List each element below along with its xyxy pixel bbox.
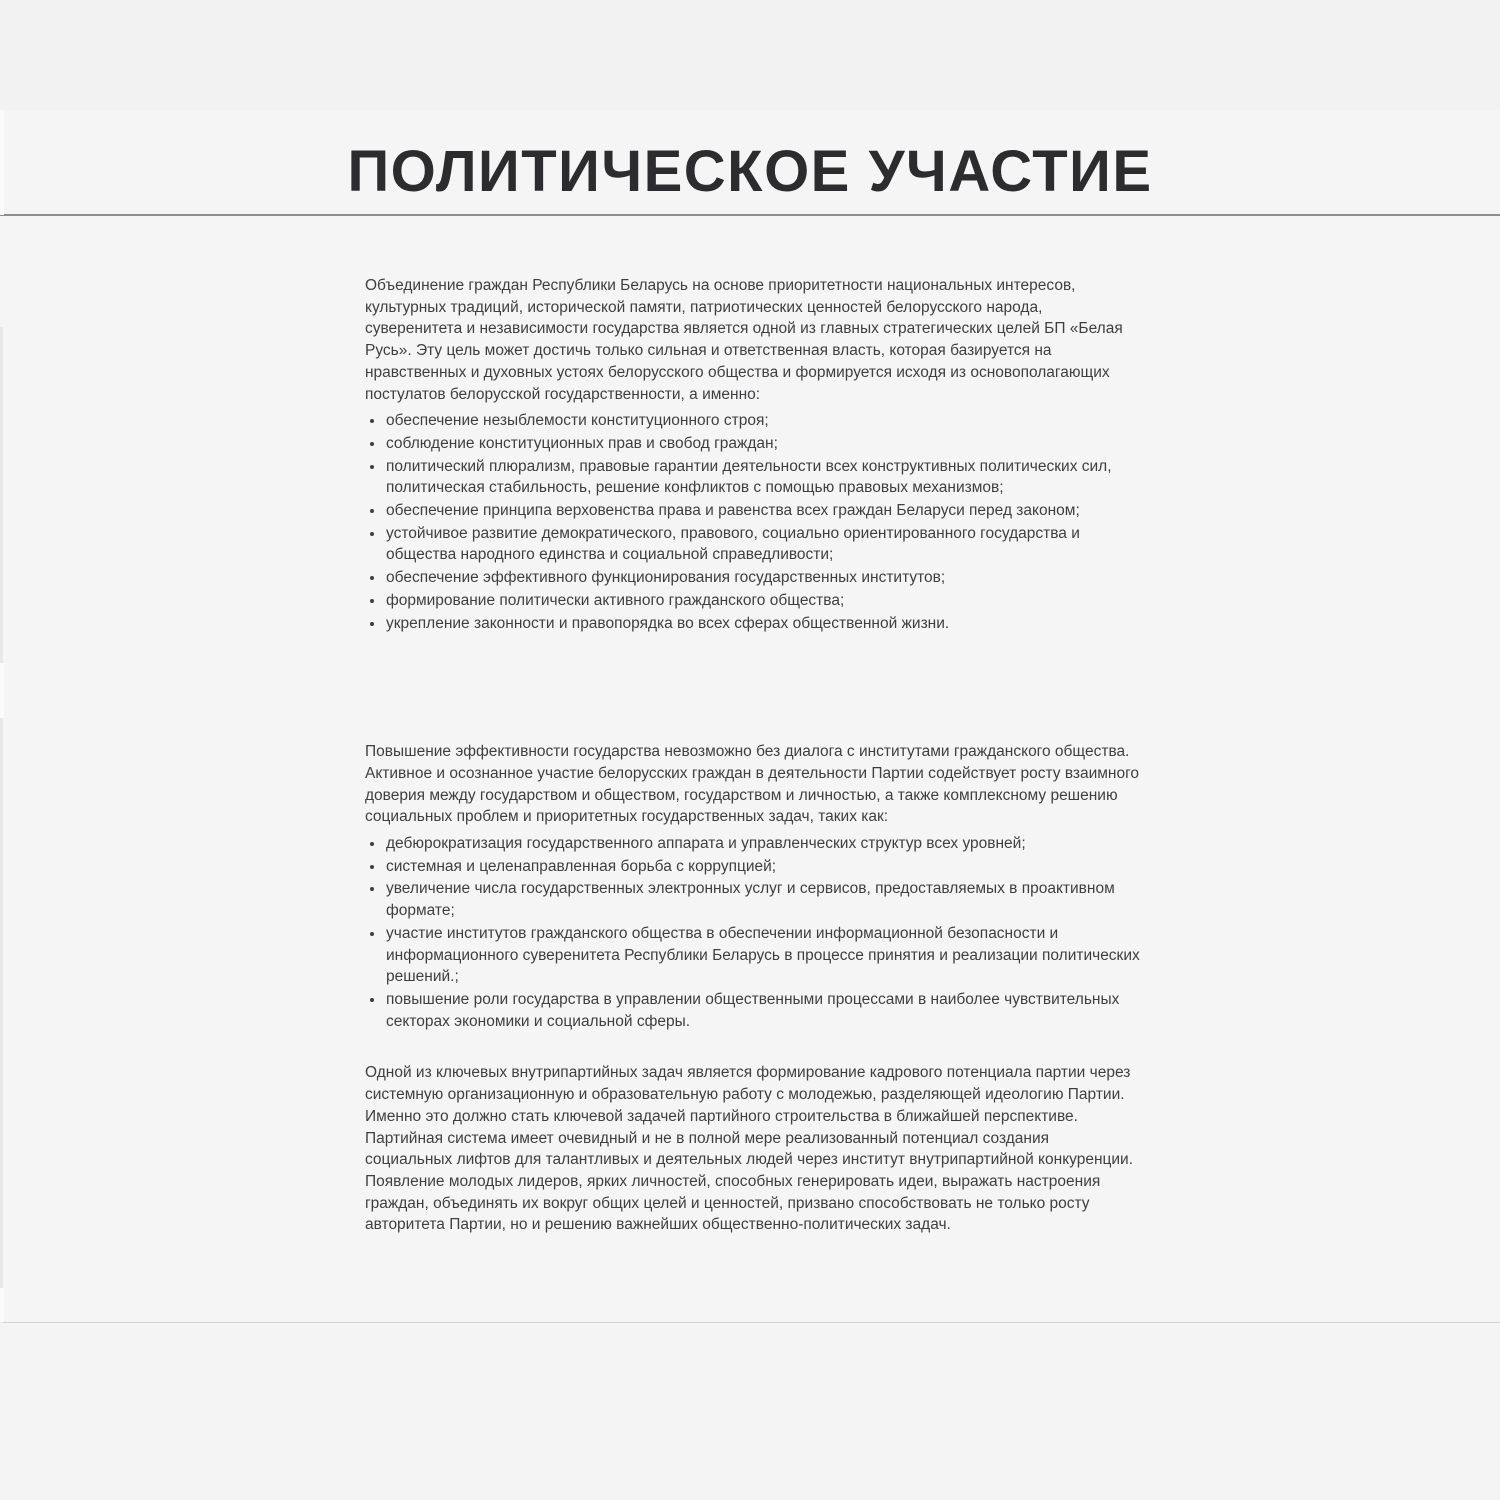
- list-item: обеспечение незыблемости конституционного строя;: [365, 410, 1140, 432]
- title-band: [0, 110, 1500, 216]
- state-tasks-list: [365, 833, 1140, 1032]
- list-item: укрепление законности и правопорядка во всех сферах общественной жизни.: [365, 613, 1140, 635]
- list-item: обеспечение эффективного функционирования государственных институтов;: [365, 567, 1140, 589]
- left-scrollbar-thumb[interactable]: [0, 110, 4, 215]
- content-section: [0, 110, 1500, 1323]
- page-title: ПОЛИТИЧЕСКОЕ УЧАСТИЕ: [347, 138, 1153, 204]
- list-item: увеличение числа государственных электронных услуг и сервисов, предоставляемых в проактивном формате;: [365, 878, 1140, 921]
- party-personnel-paragraph: Одной из ключевых внутрипартийных задач является формирование кадрового потенциала партии через системную организационную и образовательную работу с молодежью, разделяющей идеологию Партии. Именно это должно стать ключевой задачей партийного строительства в ближайшей перспективе. Партийная система имеет очевидный и не в полной мере реализованный потенциал создания социальных лифтов для талантливых и деятельных людей через институт внутрипартийной конкуренции. Появление молодых лидеров, ярких личностей, способных генерировать идеи, выражать настроения граждан, объединять их вокруг общих целей и ценностей, призвано способствовать не только росту авторитета Партии, но и решению важнейших общественно-политических задач.: [365, 1064, 1134, 1234]
- list-item: участие институтов гражданского общества в обеспечении информационной безопасности и информационного суверенитета Республики Беларусь в процессе принятия и реализации политических решений.;: [365, 923, 1140, 988]
- list-item: системная и целенаправленная борьба с коррупцией;: [365, 856, 1140, 878]
- left-scrollbar-thumb[interactable]: [0, 663, 4, 718]
- list-item: политический плюрализм, правовые гарантии деятельности всех конструктивных политических сил, политическая стабильность, решение конфликтов с помощью правовых механизмов;: [365, 456, 1140, 499]
- list-item: обеспечение принципа верховенства права и равенства всех граждан Беларуси перед законом;: [365, 500, 1140, 522]
- left-scrollbar-track[interactable]: [0, 327, 3, 1323]
- list-item: устойчивое развитие демократического, правового, социально ориентированного государства и общества народного единства и социальной справедливости;: [365, 523, 1140, 566]
- civil-society-paragraph: Повышение эффективности государства невозможно без диалога с институтами гражданского общества. Активное и осознанное участие белорусских граждан в деятельности Партии содействует росту взаимного доверия между государством и обществом, государством и личностью, а также комплексному решению социальных проблем и приоритетных государственных задач, таких как:: [365, 743, 1140, 826]
- list-item: формирование политически активного гражданского общества;: [365, 590, 1140, 612]
- list-item: соблюдение конституционных прав и свобод граждан;: [365, 433, 1140, 455]
- list-item: дебюрократизация государственного аппарата и управленческих структур всех уровней;: [365, 833, 1140, 855]
- state-principles-list: [365, 410, 1140, 634]
- intro-paragraph: Объединение граждан Республики Беларусь на основе приоритетности национальных интересов, культурных традиций, исторической памяти, патриотических ценностей белорусского народа, суверенитета и независимости государства является одной из главных стратегических целей БП «Белая Русь». Эту цель может достичь только сильная и ответственная власть, которая базируется на нравственных и духовных устоях белорусского общества и формируется исходя из основополагающих постулатов белорусской государственности, а именно:: [365, 277, 1123, 403]
- article-body: [365, 216, 1140, 1236]
- left-scrollbar-thumb[interactable]: [0, 1288, 4, 1322]
- page-footer-area: [0, 1323, 1500, 1500]
- list-item: повышение роли государства в управлении общественными процессами в наиболее чувствительных секторах экономики и социальной сферы.: [365, 989, 1140, 1032]
